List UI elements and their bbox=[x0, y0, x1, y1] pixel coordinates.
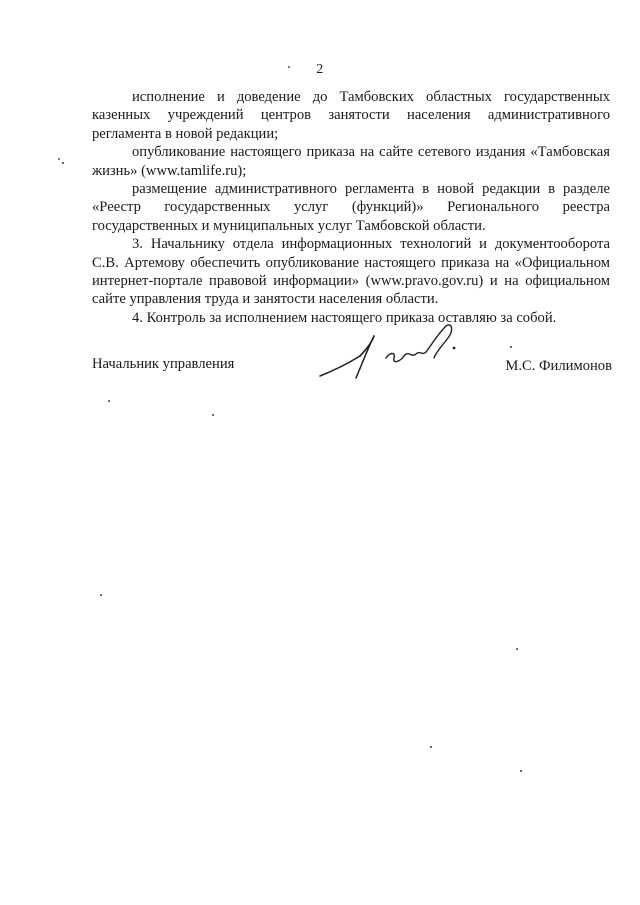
scan-speck bbox=[62, 162, 64, 164]
signatory-title: Начальник управления bbox=[92, 356, 235, 372]
handwritten-signature bbox=[316, 318, 464, 382]
paragraph-control: 4. Контроль за исполнением настоящего приказа оставляю за собой. bbox=[132, 309, 557, 326]
scan-speck bbox=[108, 400, 110, 402]
scan-speck bbox=[510, 346, 512, 348]
paragraph-it-department: 3. Начальнику отдела информационных технологий и документооборота С.В. Артемову обеспечить опубликование настоящего приказа на «Официальном интернет-портале правовой информации» (www.pravo.gov.ru) и на официальном сайте управления труда и занятости населения области. bbox=[92, 236, 610, 308]
scan-speck bbox=[430, 746, 432, 748]
scan-speck bbox=[520, 770, 522, 772]
scan-speck bbox=[212, 414, 214, 416]
signatory-name: М.С. Филимонов bbox=[505, 358, 612, 374]
page-number: 2 bbox=[316, 62, 324, 77]
document-body bbox=[92, 88, 610, 327]
paragraph-execution: исполнение и доведение до Тамбовских областных государственных казенных учреждений центров занятости населения административного регламента в новой редакции; bbox=[92, 89, 610, 142]
scan-speck bbox=[288, 66, 290, 68]
scan-speck bbox=[100, 594, 102, 596]
paragraph-publication-tamlife: опубликование настоящего приказа на сайте сетевого издания «Тамбовская жизнь» (www.tamlife.ru); bbox=[92, 144, 610, 179]
scan-speck bbox=[58, 158, 60, 160]
paragraph-registry-placement: размещение административного регламента в новой редакции в разделе «Реестр государственных услуг (функций)» Регионального реестра государственных и муниципальных услуг Тамбовской области. bbox=[92, 181, 610, 234]
scan-speck bbox=[516, 648, 518, 650]
